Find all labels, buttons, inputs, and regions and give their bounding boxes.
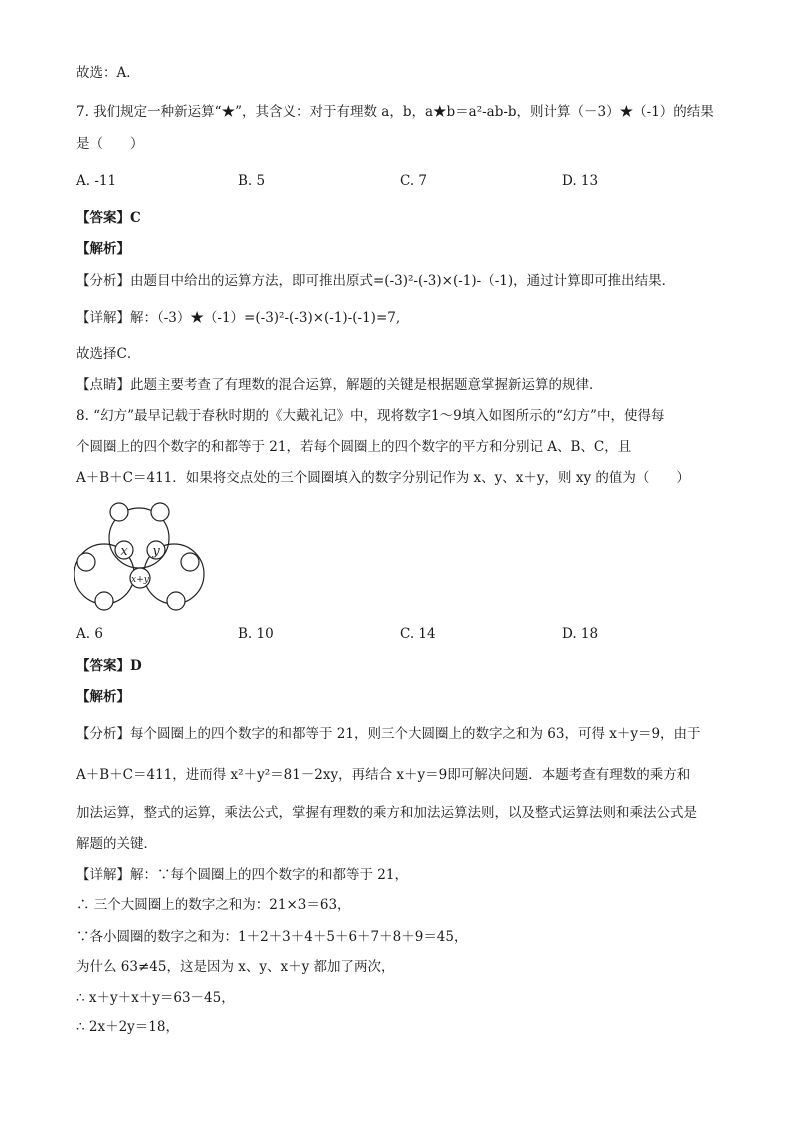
solution-text: 【详解】解：（-3）★（-1）=(-3)²-(-3)×(-1)-(-1)=7, — [76, 310, 401, 326]
option-b: B. 5 — [238, 173, 266, 189]
answer-label: 【答案】C — [76, 210, 141, 226]
analysis-text-cont3: 解题的关键． — [76, 836, 157, 852]
analysis-text-cont: A＋B＋C＝411，进而得 x²＋y²＝81－2xy，再结合 x＋y＝9即可解决问题．本题考查有理数的乘方和 — [76, 767, 691, 783]
small-circle — [181, 553, 199, 571]
option-a: A. -11 — [76, 173, 117, 189]
analysis-text: 【分析】由题目中给出的运算方法，即可推出原式=(-3)²-(-3)×(-1)-（-1)，通过计算即可推出结果． — [76, 273, 676, 289]
step-line: ∵各小圆圈的数字之和为：1＋2＋3＋4＋5＋6＋7＋8＋9＝45， — [76, 929, 468, 945]
question-8-stem: 8. “幻方”最早记载于春秋时期的《大戴礼记》中，现将数字1～9填入如图所示的“幻方”中，使得每 — [76, 408, 665, 424]
small-circle — [151, 503, 169, 521]
choice-text: 故选择C． — [76, 346, 141, 362]
option-c: C. 7 — [400, 173, 428, 189]
text-line: 故选：A． — [76, 65, 140, 81]
analysis-label: 【解析】 — [76, 241, 130, 257]
analysis-text: 【分析】每个圆圈上的四个数字的和都等于 21，则三个大圆圈上的数字之和为 63，可得 x＋y＝9，由于 — [76, 726, 701, 742]
small-circle — [77, 553, 95, 571]
option-d: D. 18 — [562, 626, 599, 642]
step-line: ∴ 三个大圆圈上的数字之和为：21×3＝63， — [76, 897, 351, 913]
solution-text: 【详解】解：∵每个圆圈上的四个数字的和都等于 21， — [76, 867, 408, 883]
analysis-label: 【解析】 — [76, 689, 130, 705]
option-b: B. 10 — [238, 626, 274, 642]
small-circle — [95, 592, 113, 610]
comment-text: 【点睛】此题主要考查了有理数的混合运算，解题的关键是根据题意掌握新运算的规律． — [76, 377, 603, 393]
option-a: A. 6 — [76, 626, 103, 642]
label-y: y — [152, 544, 160, 559]
label-x: x — [120, 544, 128, 559]
question-8-stem-cont: 个圆圈上的四个数字的和都等于 21，若每个圆圈上的四个数字的平方和分别记 A、B、C，且 — [76, 439, 632, 455]
step-line: 为什么 63≠45，这是因为 x、y、x＋y 都加了两次， — [76, 959, 395, 975]
small-circle — [167, 592, 185, 610]
question-8-stem-cont2: A＋B＋C＝411．如果将交点处的三个圆圈填入的数字分别记作为 x、y、x＋y，则 xy 的值为（ ） — [76, 470, 690, 486]
option-c: C. 14 — [400, 626, 436, 642]
step-line: ∴ x＋y＋x＋y＝63－45， — [76, 990, 235, 1006]
small-circle — [110, 503, 128, 521]
label-x-plus-y: x+y — [131, 575, 149, 585]
analysis-text-cont2: 加法运算，整式的运算，乘法公式，掌握有理数的乘方和加法运算法则，以及整式运算法则和乘法公式是 — [76, 805, 697, 821]
option-d: D. 13 — [562, 173, 599, 189]
step-line: ∴ 2x＋2y＝18， — [76, 1019, 179, 1035]
question-7-stem: 7. 我们规定一种新运算“★”，其含义：对于有理数 a，b，a★b＝a²-ab-b，则计算（－3）★（-1）的结果 — [76, 104, 714, 120]
magic-circles-diagram — [74, 498, 214, 618]
question-7-stem-cont: 是（ ） — [76, 136, 144, 152]
answer-label: 【答案】D — [76, 658, 142, 674]
